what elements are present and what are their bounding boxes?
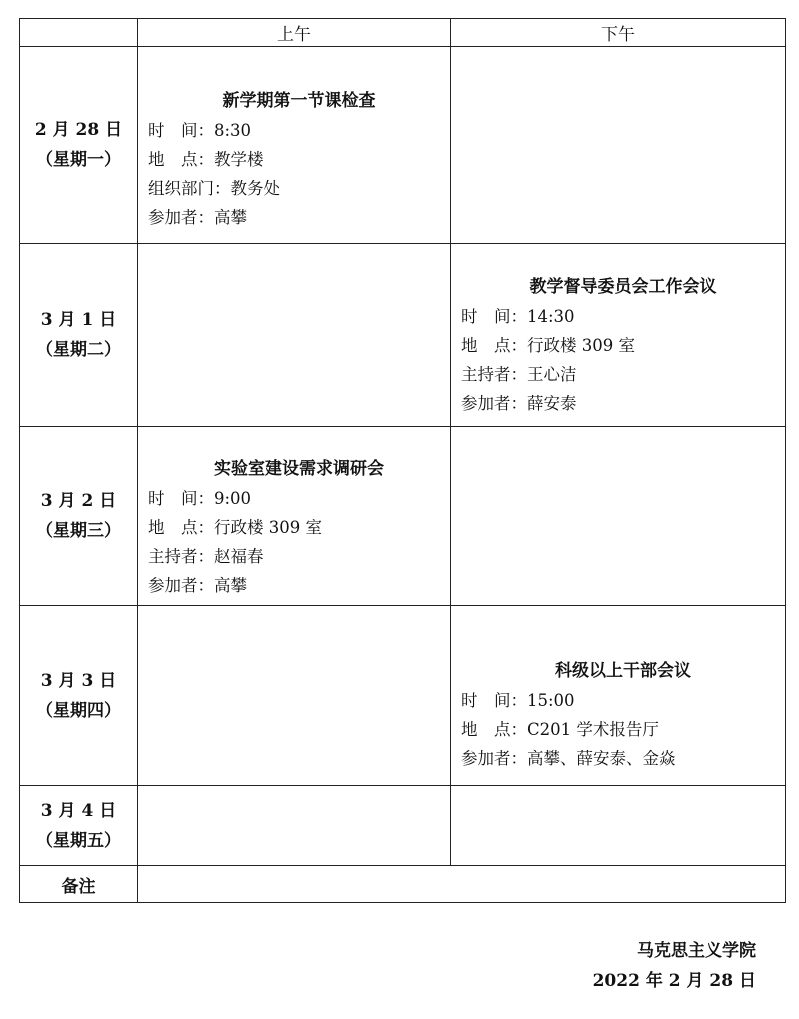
event-host: 主持者：赵福春 <box>148 546 264 566</box>
schedule-row <box>20 47 786 244</box>
notes-label: 备注 <box>20 866 138 903</box>
event-block <box>138 433 450 600</box>
event-host: 主持者：王心洁 <box>461 364 577 384</box>
header-morning: 上午 <box>138 19 451 47</box>
date-label: 3 月 1 日 <box>40 310 117 330</box>
event-title: 实验室建设需求调研会 <box>214 458 384 479</box>
event-title: 教学督导委员会工作会议 <box>529 276 717 297</box>
afternoon-cell <box>451 786 786 866</box>
event-organizer: 组织部门：教务处 <box>148 178 280 198</box>
event-time: 时 间：8:30 <box>148 120 252 140</box>
date-cell <box>20 244 138 427</box>
weekday-label: （星期三） <box>36 521 121 541</box>
event-location: 地 点：行政楼 309 室 <box>461 335 635 355</box>
weekday-label: （星期一） <box>36 150 121 170</box>
event-block <box>451 619 785 773</box>
schedule-row <box>20 427 786 606</box>
event-time: 时 间：15:00 <box>461 690 575 710</box>
event-time: 时 间：9:00 <box>148 488 252 508</box>
weekday-label: （星期二） <box>36 340 121 360</box>
morning-cell <box>138 786 451 866</box>
date-label: 3 月 2 日 <box>40 491 117 511</box>
date-label: 3 月 3 日 <box>40 670 117 691</box>
afternoon-cell <box>451 606 786 786</box>
event-participants: 参加者：薛安泰 <box>461 393 577 413</box>
event-participants: 参加者：高攀 <box>148 207 247 227</box>
event-location: 地 点：C201 学术报告厅 <box>461 719 659 739</box>
event-location: 地 点：教学楼 <box>148 149 264 169</box>
issuing-organization: 马克思主义学院 <box>637 941 756 961</box>
schedule-row <box>20 786 786 866</box>
event-title: 新学期第一节课检查 <box>222 90 376 111</box>
header-afternoon: 下午 <box>451 19 786 47</box>
date-cell <box>20 606 138 786</box>
date-cell <box>20 47 138 244</box>
event-participants: 参加者：高攀 <box>148 575 247 595</box>
issue-date: 2022 年 2 月 28 日 <box>592 971 756 991</box>
weekday-label: （星期五） <box>36 830 121 851</box>
header-row <box>20 19 786 47</box>
schedule-table <box>19 18 786 903</box>
date-label: 3 月 4 日 <box>40 800 117 821</box>
morning-cell <box>138 47 451 244</box>
event-location: 地 点：行政楼 309 室 <box>148 517 322 537</box>
afternoon-cell <box>451 244 786 427</box>
event-participants: 参加者：高攀、薛安泰、金焱 <box>461 748 676 768</box>
morning-cell <box>138 427 451 606</box>
event-block <box>138 59 450 232</box>
notes-value <box>138 866 786 903</box>
event-block <box>451 253 785 418</box>
afternoon-cell <box>451 47 786 244</box>
date-cell <box>20 427 138 606</box>
event-title: 科级以上干部会议 <box>555 660 691 681</box>
weekday-label: （星期四） <box>36 700 121 721</box>
date-cell <box>20 786 138 866</box>
afternoon-cell <box>451 427 786 606</box>
morning-cell <box>138 244 451 427</box>
date-label: 2 月 28 日 <box>34 120 123 140</box>
corner-cell <box>20 19 138 47</box>
schedule-row <box>20 244 786 427</box>
event-time: 时 间：14:30 <box>461 306 575 326</box>
morning-cell <box>138 606 451 786</box>
schedule-row <box>20 606 786 786</box>
notes-row <box>20 866 786 903</box>
